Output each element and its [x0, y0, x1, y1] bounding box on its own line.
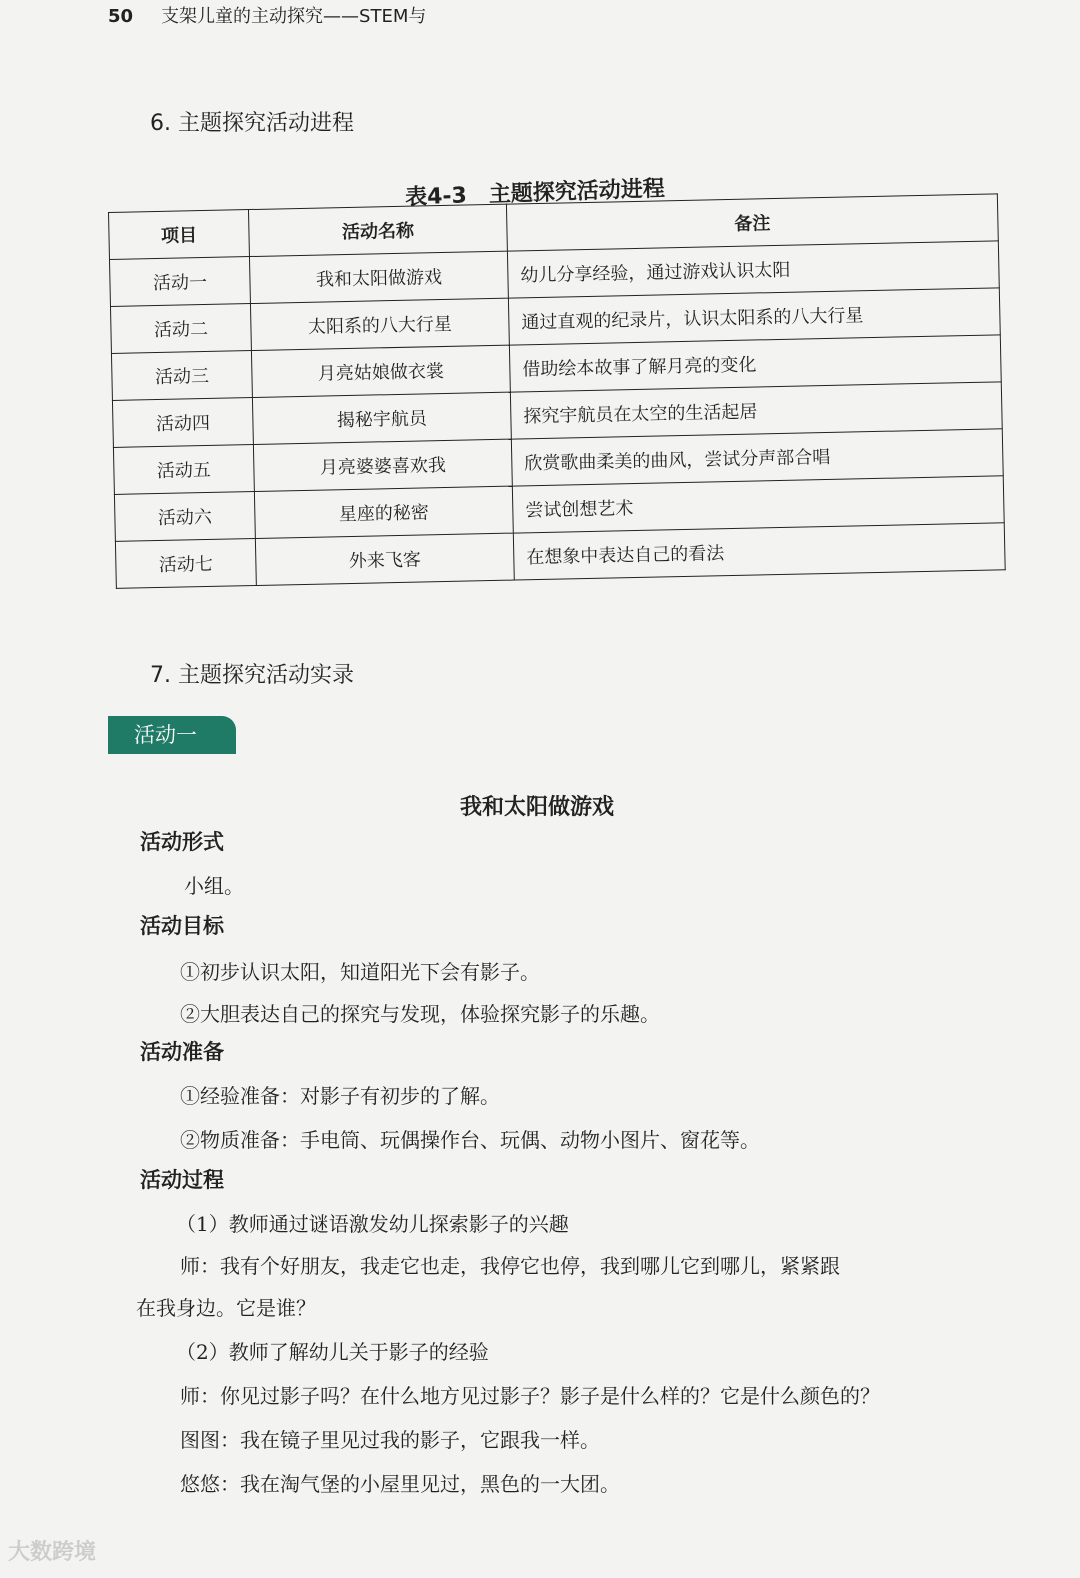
goal-heading: 活动目标	[140, 914, 224, 938]
prep-heading: 活动准备	[140, 1040, 224, 1064]
goal-1: ①初步认识太阳，知道阳光下会有影子。	[180, 960, 540, 984]
prep-1: ①经验准备：对影子有初步的了解。	[180, 1084, 500, 1108]
activity-title: 我和太阳做游戏	[460, 795, 615, 820]
activity-name-cell: 太阳系的八大行星	[250, 298, 509, 350]
activity-tag: 活动一	[108, 716, 236, 754]
item-cell: 活动一	[109, 257, 250, 307]
note-cell: 欣赏歌曲柔美的曲风，尝试分声部合唱	[511, 429, 1003, 486]
activity-name-cell: 月亮婆婆喜欢我	[253, 439, 512, 491]
note-cell: 幼儿分享经验，通过游戏认识太阳	[507, 241, 999, 298]
book-title: 支架儿童的主动探究——STEM与	[161, 6, 427, 27]
page-number: 50	[108, 6, 134, 27]
header-cell: 项目	[109, 210, 250, 260]
item-cell: 活动七	[115, 538, 256, 588]
process-line: 图图：我在镜子里见过我的影子，它跟我一样。	[180, 1428, 600, 1452]
note-cell: 通过直观的纪录片，认识太阳系的八大行星	[508, 288, 1000, 345]
note-cell: 在想象中表达自己的看法	[513, 523, 1005, 580]
header-cell: 备注	[506, 194, 998, 251]
process-line: （1）教师通过谜语激发幼儿探索影子的兴趣	[176, 1212, 569, 1236]
section-heading-6: 6. 主题探究活动进程	[150, 111, 354, 136]
process-line: 师：我有个好朋友，我走它也走，我停它也停，我到哪儿它到哪儿，紧紧跟	[180, 1254, 840, 1278]
note-cell: 探究宇航员在太空的生活起居	[510, 382, 1002, 439]
item-cell: 活动三	[111, 351, 252, 401]
watermark: 大数跨境	[8, 1540, 97, 1565]
process-heading: 活动过程	[140, 1168, 224, 1192]
process-line: 悠悠：我在淘气堡的小屋里见过，黑色的一大团。	[180, 1472, 620, 1496]
item-cell: 活动六	[114, 491, 255, 541]
activity-name-cell: 外来飞客	[255, 533, 514, 585]
goal-2: ②大胆表达自己的探究与发现，体验探究影子的乐趣。	[180, 1002, 660, 1026]
note-cell: 尝试创想艺术	[512, 476, 1004, 533]
item-cell: 活动二	[110, 304, 251, 354]
process-line: 师：你见过影子吗？在什么地方见过影子？影子是什么样的？它是什么颜色的？	[180, 1384, 880, 1408]
prep-2: ②物质准备：手电筒、玩偶操作台、玩偶、动物小图片、窗花等。	[180, 1128, 760, 1152]
table-caption: 表4-3 主题探究活动进程	[404, 176, 666, 211]
header-cell: 活动名称	[248, 204, 507, 256]
activity-name-cell: 揭秘宇航员	[252, 392, 511, 444]
activity-name-cell: 我和太阳做游戏	[249, 251, 508, 303]
item-cell: 活动四	[112, 398, 253, 448]
activity-table	[108, 193, 1006, 589]
process-line: （2）教师了解幼儿关于影子的经验	[176, 1340, 489, 1364]
form-heading: 活动形式	[140, 830, 224, 854]
item-cell: 活动五	[113, 445, 254, 495]
activity-name-cell: 星座的秘密	[254, 486, 513, 538]
page-header	[108, 2, 426, 28]
process-line: 在我身边。它是谁？	[136, 1296, 316, 1320]
note-cell: 借助绘本故事了解月亮的变化	[509, 335, 1001, 392]
form-text: 小组。	[184, 874, 244, 898]
activity-name-cell: 月亮姑娘做衣裳	[251, 345, 510, 397]
section-heading-7: 7. 主题探究活动实录	[150, 663, 354, 688]
